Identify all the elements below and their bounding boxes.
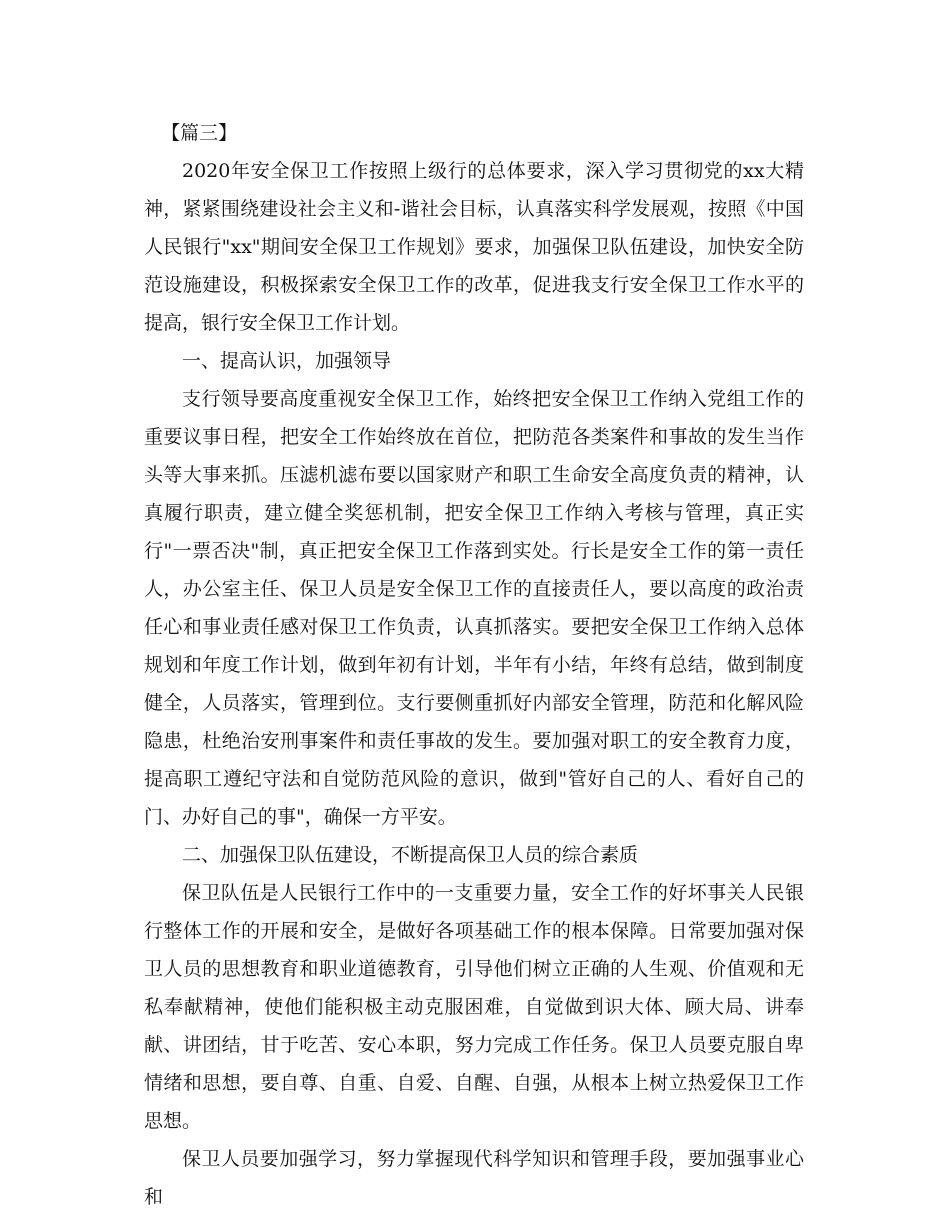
section-heading-1: 一、提高认识，加强领导 (182, 350, 392, 372)
section-tag: 【篇三】 (161, 122, 238, 144)
paragraph-study: 保卫人员要加强学习，努力掌握现代科学知识和管理手段，要加强事业心和 (144, 1148, 804, 1208)
paragraph-team-building: 保卫队伍是人民银行工作中的一支重要力量，安全工作的好坏事关人民银行整体工作的开展和安全，是做好各项基础工作的根本保障。日常要加强对保卫人员的思想教育和职业道德教育，引导他们树立正确的人生观、价值观和无私奉献精神，使他们能积极主动克服困难，自觉做到识大体、顾大局、讲奉献、讲团结，甘于吃苦、安心本职，努力完成工作任务。保卫人员要克服自卑情绪和思想，要自尊、自重、自爱、自醒、自强，从根本上树立热爱保卫工作思想。 (144, 882, 804, 1132)
section-heading-2: 二、加强保卫队伍建设，不断提高保卫人员的综合素质 (182, 844, 639, 866)
paragraph-intro: 2020年安全保卫工作按照上级行的总体要求，深入学习贯彻党的xx大精神，紧紧围绕建设社会主义和-谐社会目标，认真落实科学发展观，按照《中国人民银行"xx"期间安全保卫工作规划》要求，加强保卫队伍建设，加快安全防范设施建设，积极探索安全保卫工作的改革，促进我支行安全保卫工作水平的提高，银行安全保卫工作计划。 (144, 160, 804, 334)
document-body (144, 114, 804, 1216)
paragraph-leadership: 支行领导要高度重视安全保卫工作，始终把安全保卫工作纳入党组工作的重要议事日程，把安全工作始终放在首位，把防范各类案件和事故的发生当作头等大事来抓。压滤机滤布要以国家财产和职工生命安全高度负责的精神，认真履行职责，建立健全奖惩机制，把安全保卫工作纳入考核与管理，真正实行"一票否决"制，真正把安全保卫工作落到实处。行长是安全工作的第一责任人，办公室主任、保卫人员是安全保卫工作的直接责任人，要以高度的政治责任心和事业责任感对保卫工作负责，认真抓落实。要把安全保卫工作纳入总体规划和年度工作计划，做到年初有计划，半年有小结，年终有总结，做到制度健全，人员落实，管理到位。支行要侧重抓好内部安全管理，防范和化解风险隐患，杜绝治安刑事案件和责任事故的发生。要加强对职工的安全教育力度，提高职工遵纪守法和自觉防范风险的意识，做到"管好自己的人、看好自己的门、办好自己的事"，确保一方平安。 (144, 388, 804, 828)
